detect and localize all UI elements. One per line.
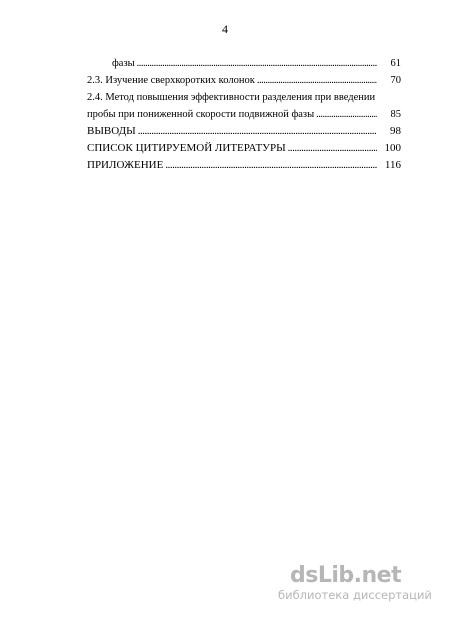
toc-dot-leader <box>316 106 377 123</box>
toc-entry-page: 70 <box>390 75 401 86</box>
toc-entry-2-3 <box>87 72 401 89</box>
toc-dot-leader <box>288 140 377 157</box>
toc-entry-page: 61 <box>390 58 401 69</box>
toc-entry-phases <box>87 55 401 72</box>
table-of-contents <box>87 55 401 174</box>
toc-entry-appendix <box>87 157 401 174</box>
toc-entry-page: 116 <box>384 159 401 171</box>
toc-entry-title: пробы при пониженной скорости подвижной фазы <box>87 109 315 120</box>
toc-entry-title: СПИСОК ЦИТИРУЕМОЙ ЛИТЕРАТУРЫ <box>87 142 286 154</box>
toc-dot-leader <box>138 123 377 140</box>
toc-entry-title: 2.3. Изучение сверхкоротких колонок <box>87 75 255 86</box>
dslib-watermark <box>278 563 445 602</box>
toc-entry-title: ВЫВОДЫ <box>87 125 136 137</box>
toc-entry-page: 85 <box>390 109 401 120</box>
toc-entry-page: 98 <box>390 125 401 137</box>
toc-entry-references <box>87 140 401 157</box>
watermark-logo: dsLib.net <box>290 563 402 588</box>
toc-dot-leader <box>137 55 377 72</box>
toc-entry-title: фазы <box>112 58 135 69</box>
toc-entry-2-4-line1: 2.4. Метод повышения эффективности разделения при введении <box>87 92 376 103</box>
toc-entry-conclusions <box>87 123 401 140</box>
page-number: 4 <box>222 22 228 36</box>
toc-entry-title: ПРИЛОЖЕНИЕ <box>87 159 164 171</box>
toc-entry-page: 100 <box>384 142 401 154</box>
toc-dot-leader <box>257 72 377 89</box>
toc-entry-2-4 <box>87 106 401 123</box>
watermark-subtitle: библиотека диссертаций <box>278 588 432 602</box>
toc-dot-leader <box>165 157 377 174</box>
